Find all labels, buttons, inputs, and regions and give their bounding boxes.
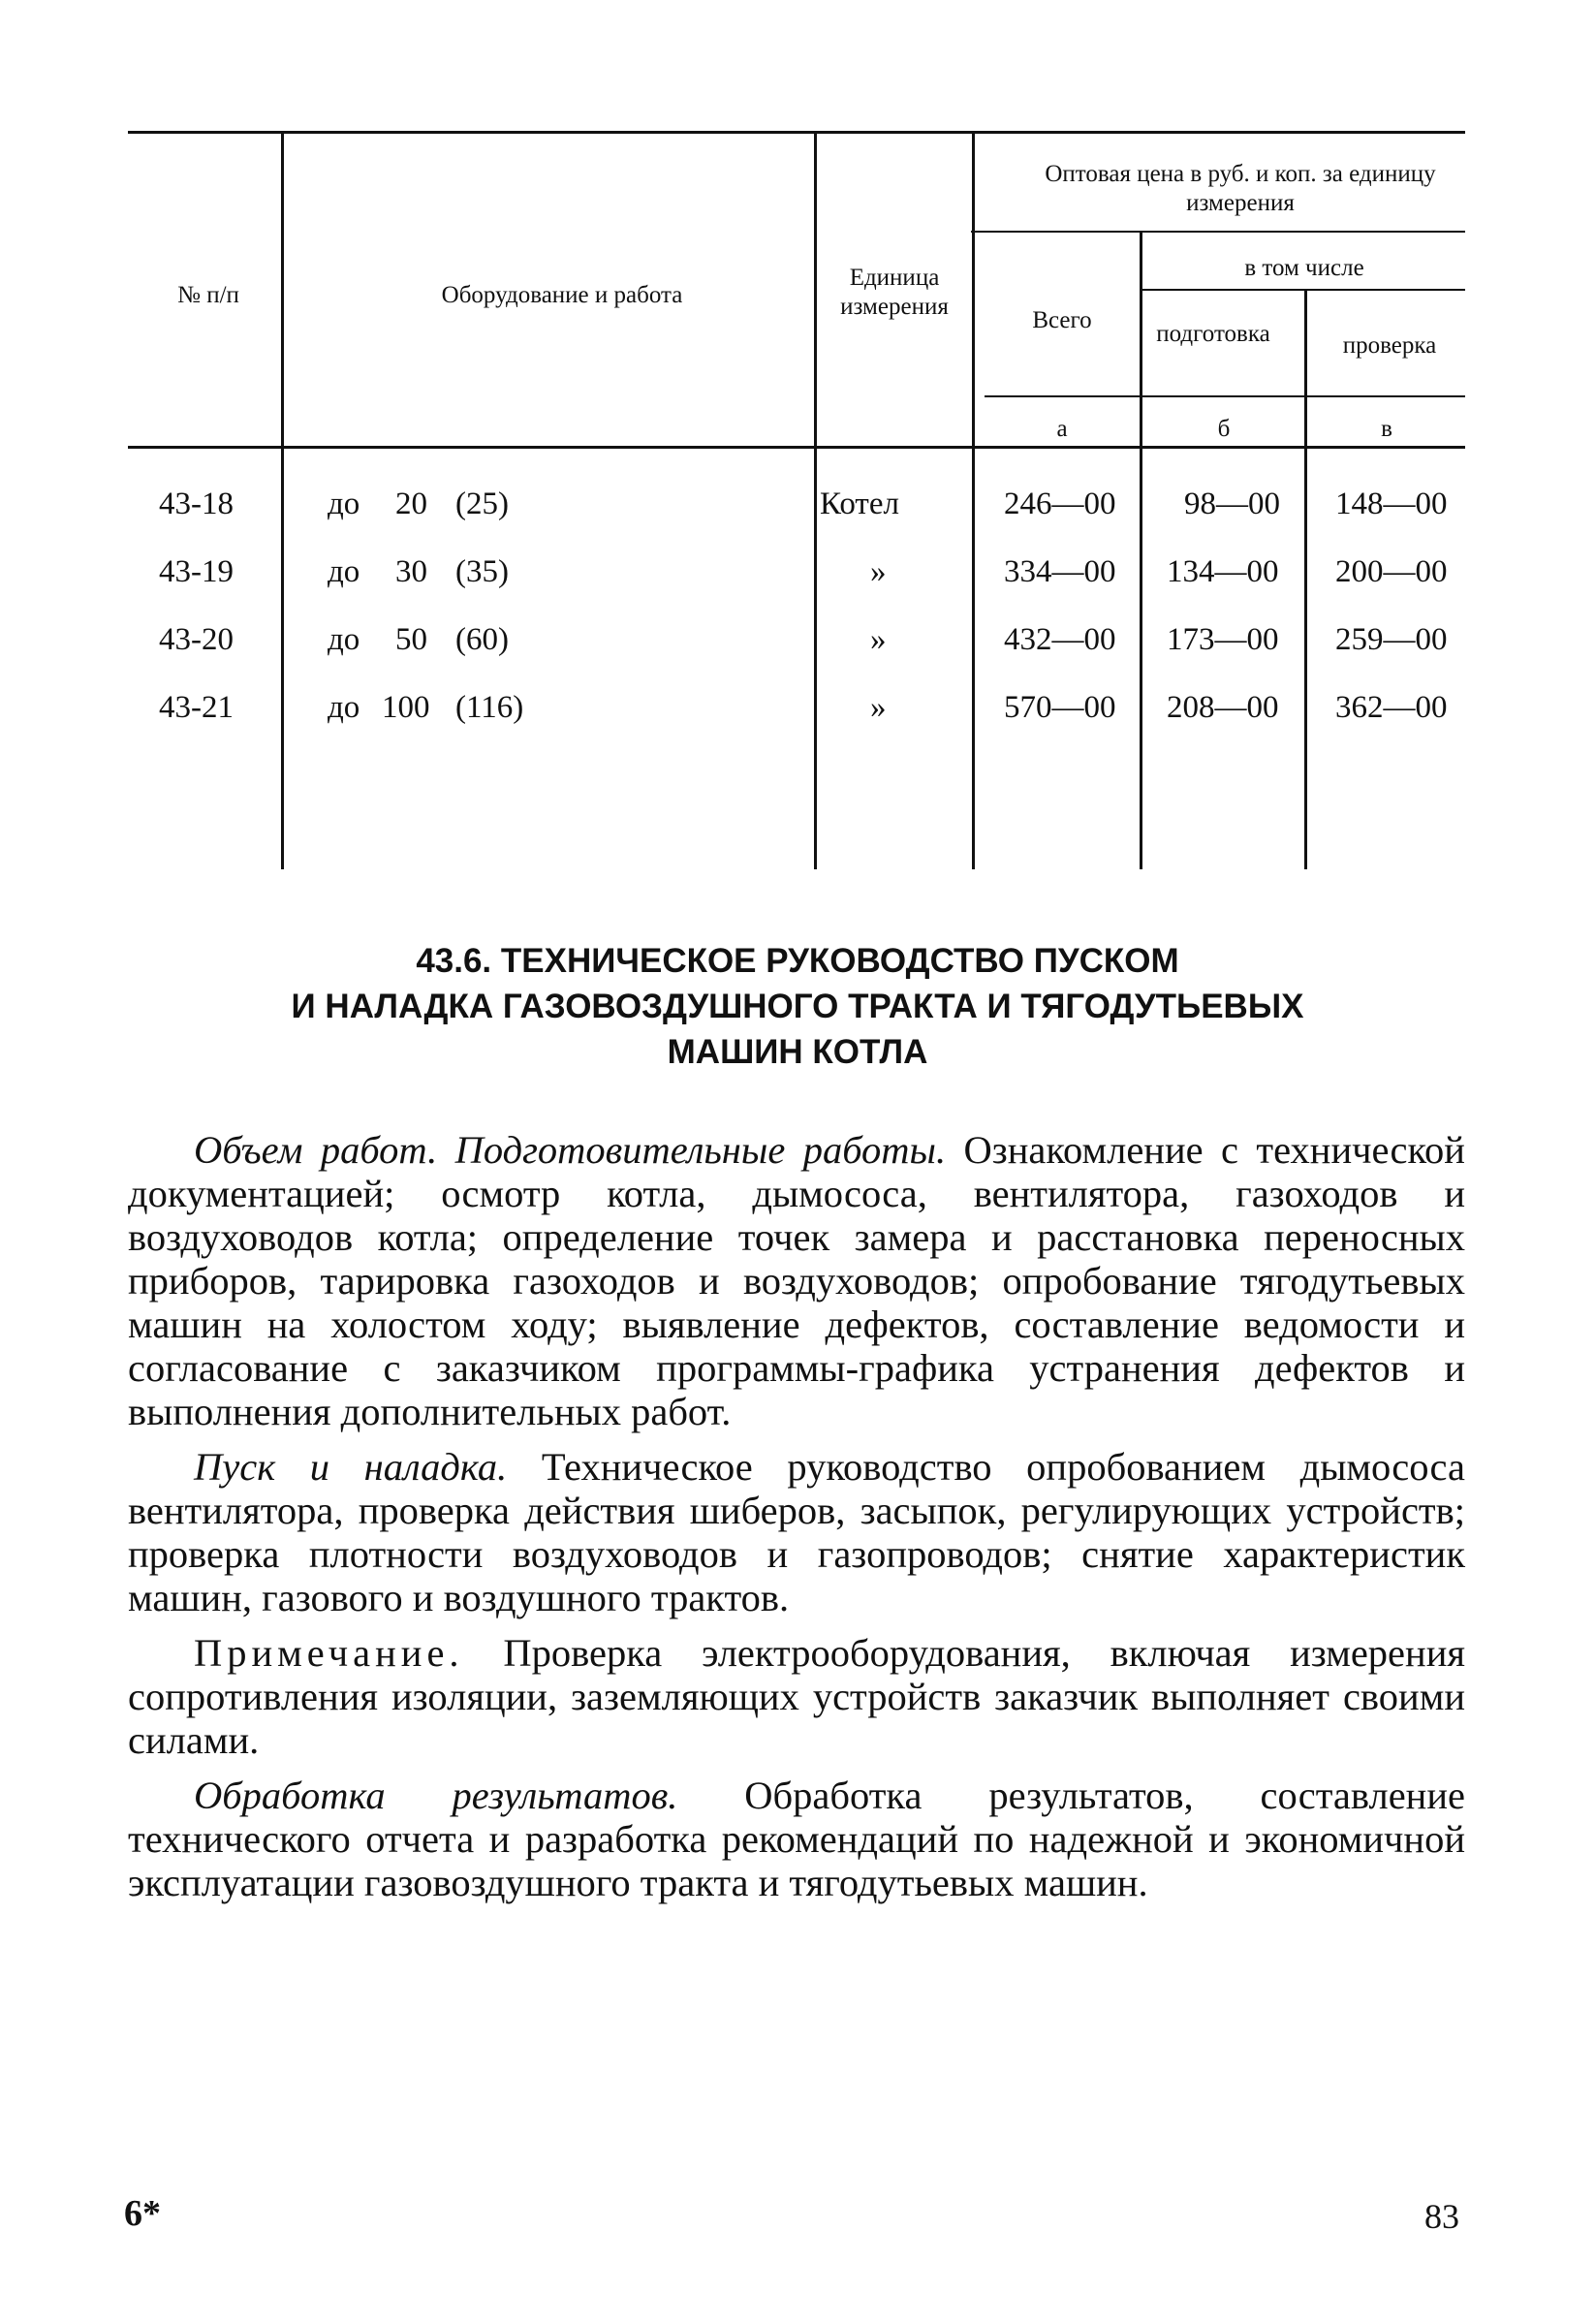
row-number: 43-19	[159, 554, 234, 589]
header-equipment: Оборудование и работа	[441, 282, 683, 308]
row-prefix: до	[328, 690, 360, 725]
row-check: 148—00	[1335, 487, 1448, 521]
paragraph-lead: Пуск и наладка.	[194, 1445, 508, 1489]
row-alt-size: (116)	[455, 690, 524, 725]
header-total: Всего	[1032, 307, 1092, 333]
header-price: Оптовая цена в руб. и коп. за единицу измерения	[1045, 161, 1436, 216]
row-unit: Котел	[820, 487, 899, 521]
paragraph-startup	[128, 1445, 1465, 1619]
row-total: 246—00	[1004, 487, 1116, 521]
header-check: проверка	[1342, 332, 1437, 359]
row-number: 43-18	[159, 487, 234, 521]
row-prefix: до	[328, 622, 360, 657]
section-title-line: МАШИН КОТЛА	[667, 1033, 928, 1071]
paragraph-results	[128, 1774, 1465, 1904]
header-number: № п/п	[177, 282, 239, 308]
row-alt-size: (60)	[455, 622, 509, 657]
signature-mark: 6*	[124, 2193, 161, 2234]
paragraph-lead: Объем работ. Подготовительные работы.	[194, 1128, 947, 1172]
section-title	[194, 938, 1401, 1075]
row-size: 30	[395, 554, 427, 589]
row-prep: 98—00	[1184, 487, 1280, 521]
body-text	[128, 1128, 1465, 1916]
table-col-rule-3	[972, 133, 975, 869]
paragraph-text: Проверка электрооборудования, включая измерения сопротивления изоляции, заземляющих устройств заказчик выполняет своими силами.	[128, 1631, 1465, 1762]
paragraph-lead: Примечание.	[194, 1631, 464, 1675]
paragraph-lead: Обработка результатов.	[194, 1774, 678, 1817]
row-total: 570—00	[1004, 690, 1116, 725]
header-unit: Единица измерения	[840, 265, 949, 320]
header-preparation: подготовка	[1156, 321, 1270, 347]
header-letter-c: в	[1381, 416, 1392, 442]
row-unit-ditto: »	[870, 554, 887, 589]
table-col-rule-5	[1304, 291, 1307, 869]
row-prefix: до	[328, 487, 360, 521]
table-col-rule-4	[1140, 233, 1142, 869]
table-col-rule-2	[814, 133, 817, 869]
page-number: 83	[1424, 2197, 1459, 2236]
table-header-rule-price	[971, 231, 1465, 233]
section-title-line: 43.6. ТЕХНИЧЕСКОЕ РУКОВОДСТВО ПУСКОМ	[416, 942, 1179, 980]
row-unit-ditto: »	[870, 690, 887, 725]
row-prep: 173—00	[1167, 622, 1279, 657]
table-header-bottom-rule	[128, 446, 1465, 449]
row-prep: 134—00	[1167, 554, 1279, 589]
header-letter-b: б	[1217, 416, 1231, 442]
paragraph-scope	[128, 1128, 1465, 1433]
row-number: 43-21	[159, 690, 234, 725]
row-size: 100	[382, 690, 430, 725]
row-number: 43-20	[159, 622, 234, 657]
row-total: 432—00	[1004, 622, 1116, 657]
paragraph-text: Обработка результатов, составление технического отчета и разработка рекомендаций по надежной и экономичной эксплуатации газовоздушного тракта и тягодутьевых машин.	[128, 1774, 1465, 1904]
row-check: 200—00	[1335, 554, 1448, 589]
row-unit-ditto: »	[870, 622, 887, 657]
row-prep: 208—00	[1167, 690, 1279, 725]
paragraph-note	[128, 1631, 1465, 1762]
paragraph-text: Ознакомление с технической документацией; осмотр котла, дымососа, вентилятора, газоходов и воздуховодов котла; определение точек замера и расстановка переносных приборов, тарировка газоходов и воздуховодов; опробование тягодутьевых машин на холостом ходу; выявление дефектов, составление ведомости и согласование с заказчиком программы-графика устранения дефектов и выполнения дополнительных работ.	[128, 1128, 1465, 1433]
paragraph-text: Техническое руководство опробованием дымососа вентилятора, проверка действия шиберов, засыпок, регулирующих устройств; проверка плотности воздуховодов и газопроводов; снятие характеристик машин, газового и воздушного трактов.	[128, 1445, 1465, 1619]
row-total: 334—00	[1004, 554, 1116, 589]
row-size: 50	[395, 622, 427, 657]
section-title-line: И НАЛАДКА ГАЗОВОЗДУШНОГО ТРАКТА И ТЯГОДУТЬЕВЫХ	[291, 988, 1304, 1025]
table-top-rule	[128, 131, 1465, 134]
table-col-rule-1	[281, 133, 284, 869]
header-letter-a: а	[1056, 416, 1068, 442]
row-check: 259—00	[1335, 622, 1448, 657]
header-including: в том числе	[1244, 255, 1364, 281]
row-prefix: до	[328, 554, 360, 589]
row-alt-size: (35)	[455, 554, 509, 589]
table-header-rule-including	[1142, 289, 1465, 291]
table-header-rule-letters	[985, 395, 1465, 397]
row-check: 362—00	[1335, 690, 1448, 725]
row-alt-size: (25)	[455, 487, 509, 521]
row-size: 20	[395, 487, 427, 521]
